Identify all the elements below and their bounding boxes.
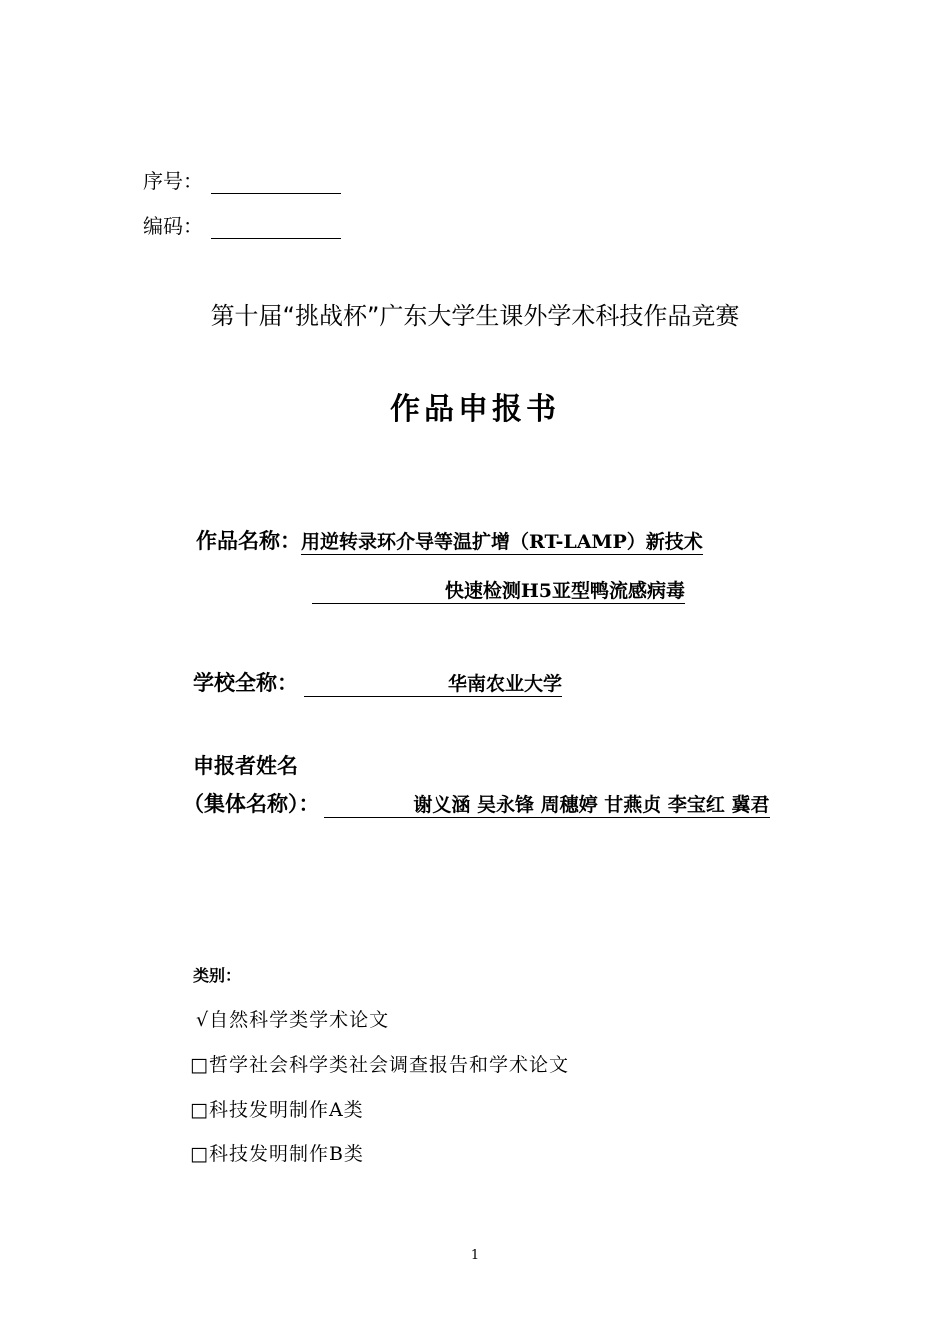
category-item-invention-b[interactable]: □科技发明制作B类 <box>190 1143 364 1165</box>
code-blank[interactable] <box>211 216 341 239</box>
work-name-row-2 <box>312 576 685 604</box>
work-name-line2: 快速检测H5亚型鸭流感病毒 <box>312 576 685 604</box>
serial-blank[interactable] <box>211 171 341 194</box>
category-item-invention-a[interactable]: □科技发明制作A类 <box>190 1099 364 1121</box>
school-label: 学校全称： <box>193 670 298 695</box>
school-value: 华南农业大学 <box>304 669 562 697</box>
serial-label: 序号： <box>143 169 203 193</box>
applicant-row <box>183 788 770 818</box>
page-number: 1 <box>470 1248 480 1263</box>
serial-row <box>143 165 341 194</box>
category-item-social-science[interactable]: □哲学社会科学类社会调查报告和学术论文 <box>190 1054 569 1076</box>
category-item-natural-science[interactable]: √自然科学类学术论文 <box>196 1009 390 1031</box>
work-name-row <box>196 525 703 555</box>
applicant-label: 申报者姓名 <box>193 753 298 778</box>
doc-title: 作品申报书 <box>390 392 560 427</box>
school-row <box>193 667 562 697</box>
code-label: 编码： <box>143 214 203 238</box>
code-row <box>143 210 341 239</box>
work-name-line1: 用逆转录环介导等温扩增（RT-LAMP）新技术 <box>301 527 703 555</box>
contest-title: 第十届“挑战杯”广东大学生课外学术科技作品竞赛 <box>210 302 740 330</box>
work-name-label: 作品名称： <box>196 528 301 553</box>
applicant-names: 谢义涵 吴永锋 周穗婷 甘燕贞 李宝红 冀君 <box>324 790 770 818</box>
category-title: 类别： <box>193 966 242 985</box>
applicant-label-2: （集体名称）： <box>183 791 320 816</box>
